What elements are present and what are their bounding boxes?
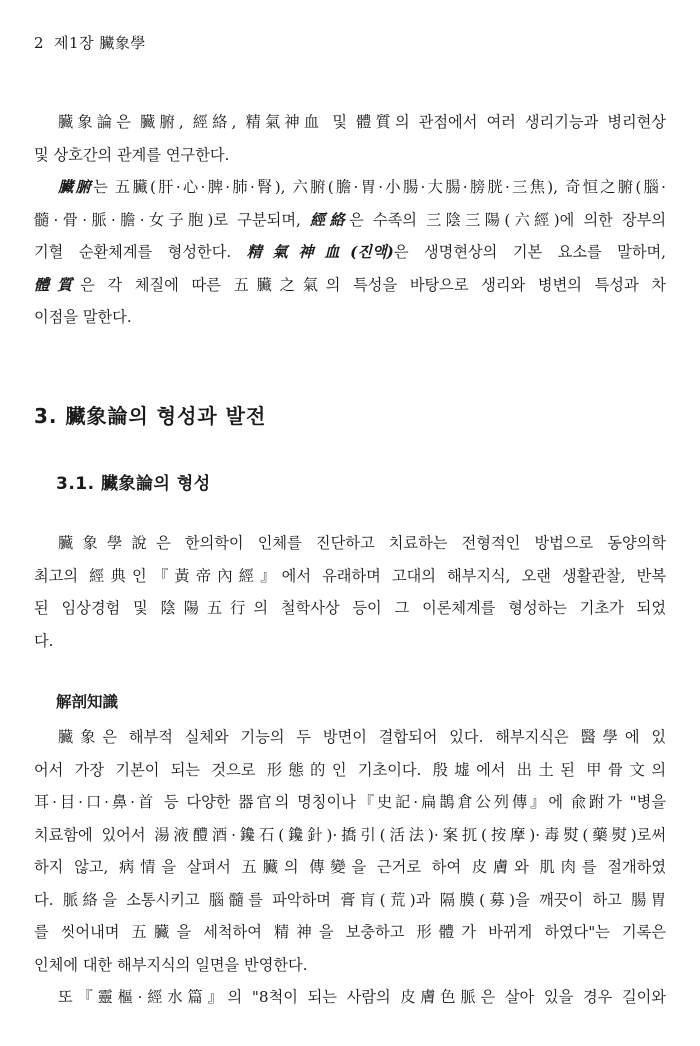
text-line: 臟象學說은 한의학이 인체를 진단하고 치료하는 전형적인 방법으로 동양의학	[58, 534, 666, 552]
text-line: 어서 가장 기본이 되는 것으로 形態的인 기초이다. 殷墟에서 出土된 甲骨文의	[34, 760, 666, 779]
text-run: 는 五臟(肝·心·脾·肺·腎), 六腑(膽·胃·小腸·大腸·膀胱·三焦), 奇恒之腑(腦·	[93, 178, 666, 196]
text-run: 이점을 말한다.	[34, 308, 132, 326]
running-header	[34, 32, 146, 53]
text-line	[34, 204, 666, 237]
text-line: 臟象은 해부적 실체와 기능의 두 방면이 결합되어 있다. 해부지식은 醫學에 있	[58, 728, 666, 746]
text-run: 은 생명현상의 기본 요소를 말하며,	[393, 243, 666, 261]
text-line: 인체에 대한 해부지식의 일면을 반영한다.	[34, 955, 308, 974]
intro-paragraph-1	[34, 106, 666, 171]
text-line: 臟象論은 臟腑, 經絡, 精氣神血 및 體質의 관점에서 여러 생리기능과 병리현상	[58, 113, 666, 131]
text-line: 및 상호간의 관계를 연구한다.	[34, 145, 230, 164]
term-zangfu: 臟腑	[58, 178, 94, 196]
intro-paragraph-2	[34, 171, 666, 334]
text-line: 다.	[34, 631, 54, 650]
text-run: 髓·骨·脈·膽·女子胞)로 구분되며,	[34, 210, 311, 229]
text-line	[34, 301, 666, 334]
running-title: 제1장 臟象學	[54, 34, 146, 52]
text-run: 은 각 체질에 따른 五臟之氣의 특성을 바탕으로 생리와 병변의 특성과 차	[80, 275, 666, 294]
subsection-paragraph	[34, 527, 666, 657]
text-line: 를 씻어내며 五臟을 세척하여 精神을 보충하고 形體가 바뀌게 하였다"는 기록은	[34, 923, 666, 941]
anatomy-paragraph-2	[34, 981, 666, 1014]
text-line: 치료함에 있어서 湯液醴酒·鑱石(鑱針)·撟引(活法)·案扤(按摩)·毒熨(藥熨)로써	[34, 825, 666, 844]
term-tizhi: 體質	[34, 275, 81, 294]
text-line	[34, 236, 666, 269]
page-number: 2	[34, 34, 45, 52]
term-jingluo: 經絡	[310, 210, 350, 229]
anatomy-paragraph-1	[34, 721, 666, 981]
anatomy-heading: 解剖知識	[56, 693, 119, 711]
text-line: 최고의 經典인『黃帝內經』에서 유래하며 고대의 해부지식, 오랜 생활관찰, 반복	[34, 566, 666, 585]
section-heading: 3. 臟象論의 형성과 발전	[34, 404, 267, 428]
text-line: 다. 脈絡을 소통시키고 腦髓를 파악하며 膏肓(荒)과 隔膜(募)을 깨끗이 하고 腸胃	[34, 890, 666, 909]
term-jingqishenxue: 精氣神血(진액)	[246, 243, 394, 261]
text-line: 또『靈樞·經水篇』의 "8척이 되는 사람의 皮膚色脈은 살아 있을 경우 길이와	[58, 988, 666, 1006]
text-line	[34, 171, 666, 204]
text-line: 耳·目·口·鼻·首 등 다양한 器官의 명칭이나『史記·扁鵲倉公列傳』에 兪跗가 "병을	[34, 793, 666, 811]
text-line: 된 임상경험 및 陰陽五行의 철학사상 등이 그 이론체계를 형성하는 기초가 되었	[34, 599, 666, 617]
text-run: 은 수족의 三陰三陽(六經)에 의한 장부의	[349, 210, 666, 229]
text-line	[34, 269, 666, 302]
text-run: 기혈 순환체계를 형성한다.	[34, 243, 247, 261]
subsection-heading: 3.1. 臟象論의 형성	[56, 474, 211, 494]
text-line: 하지 않고, 病情을 살펴서 五臟의 傳變을 근거로 하여 皮膚와 肌肉를 절개하였	[34, 858, 666, 876]
